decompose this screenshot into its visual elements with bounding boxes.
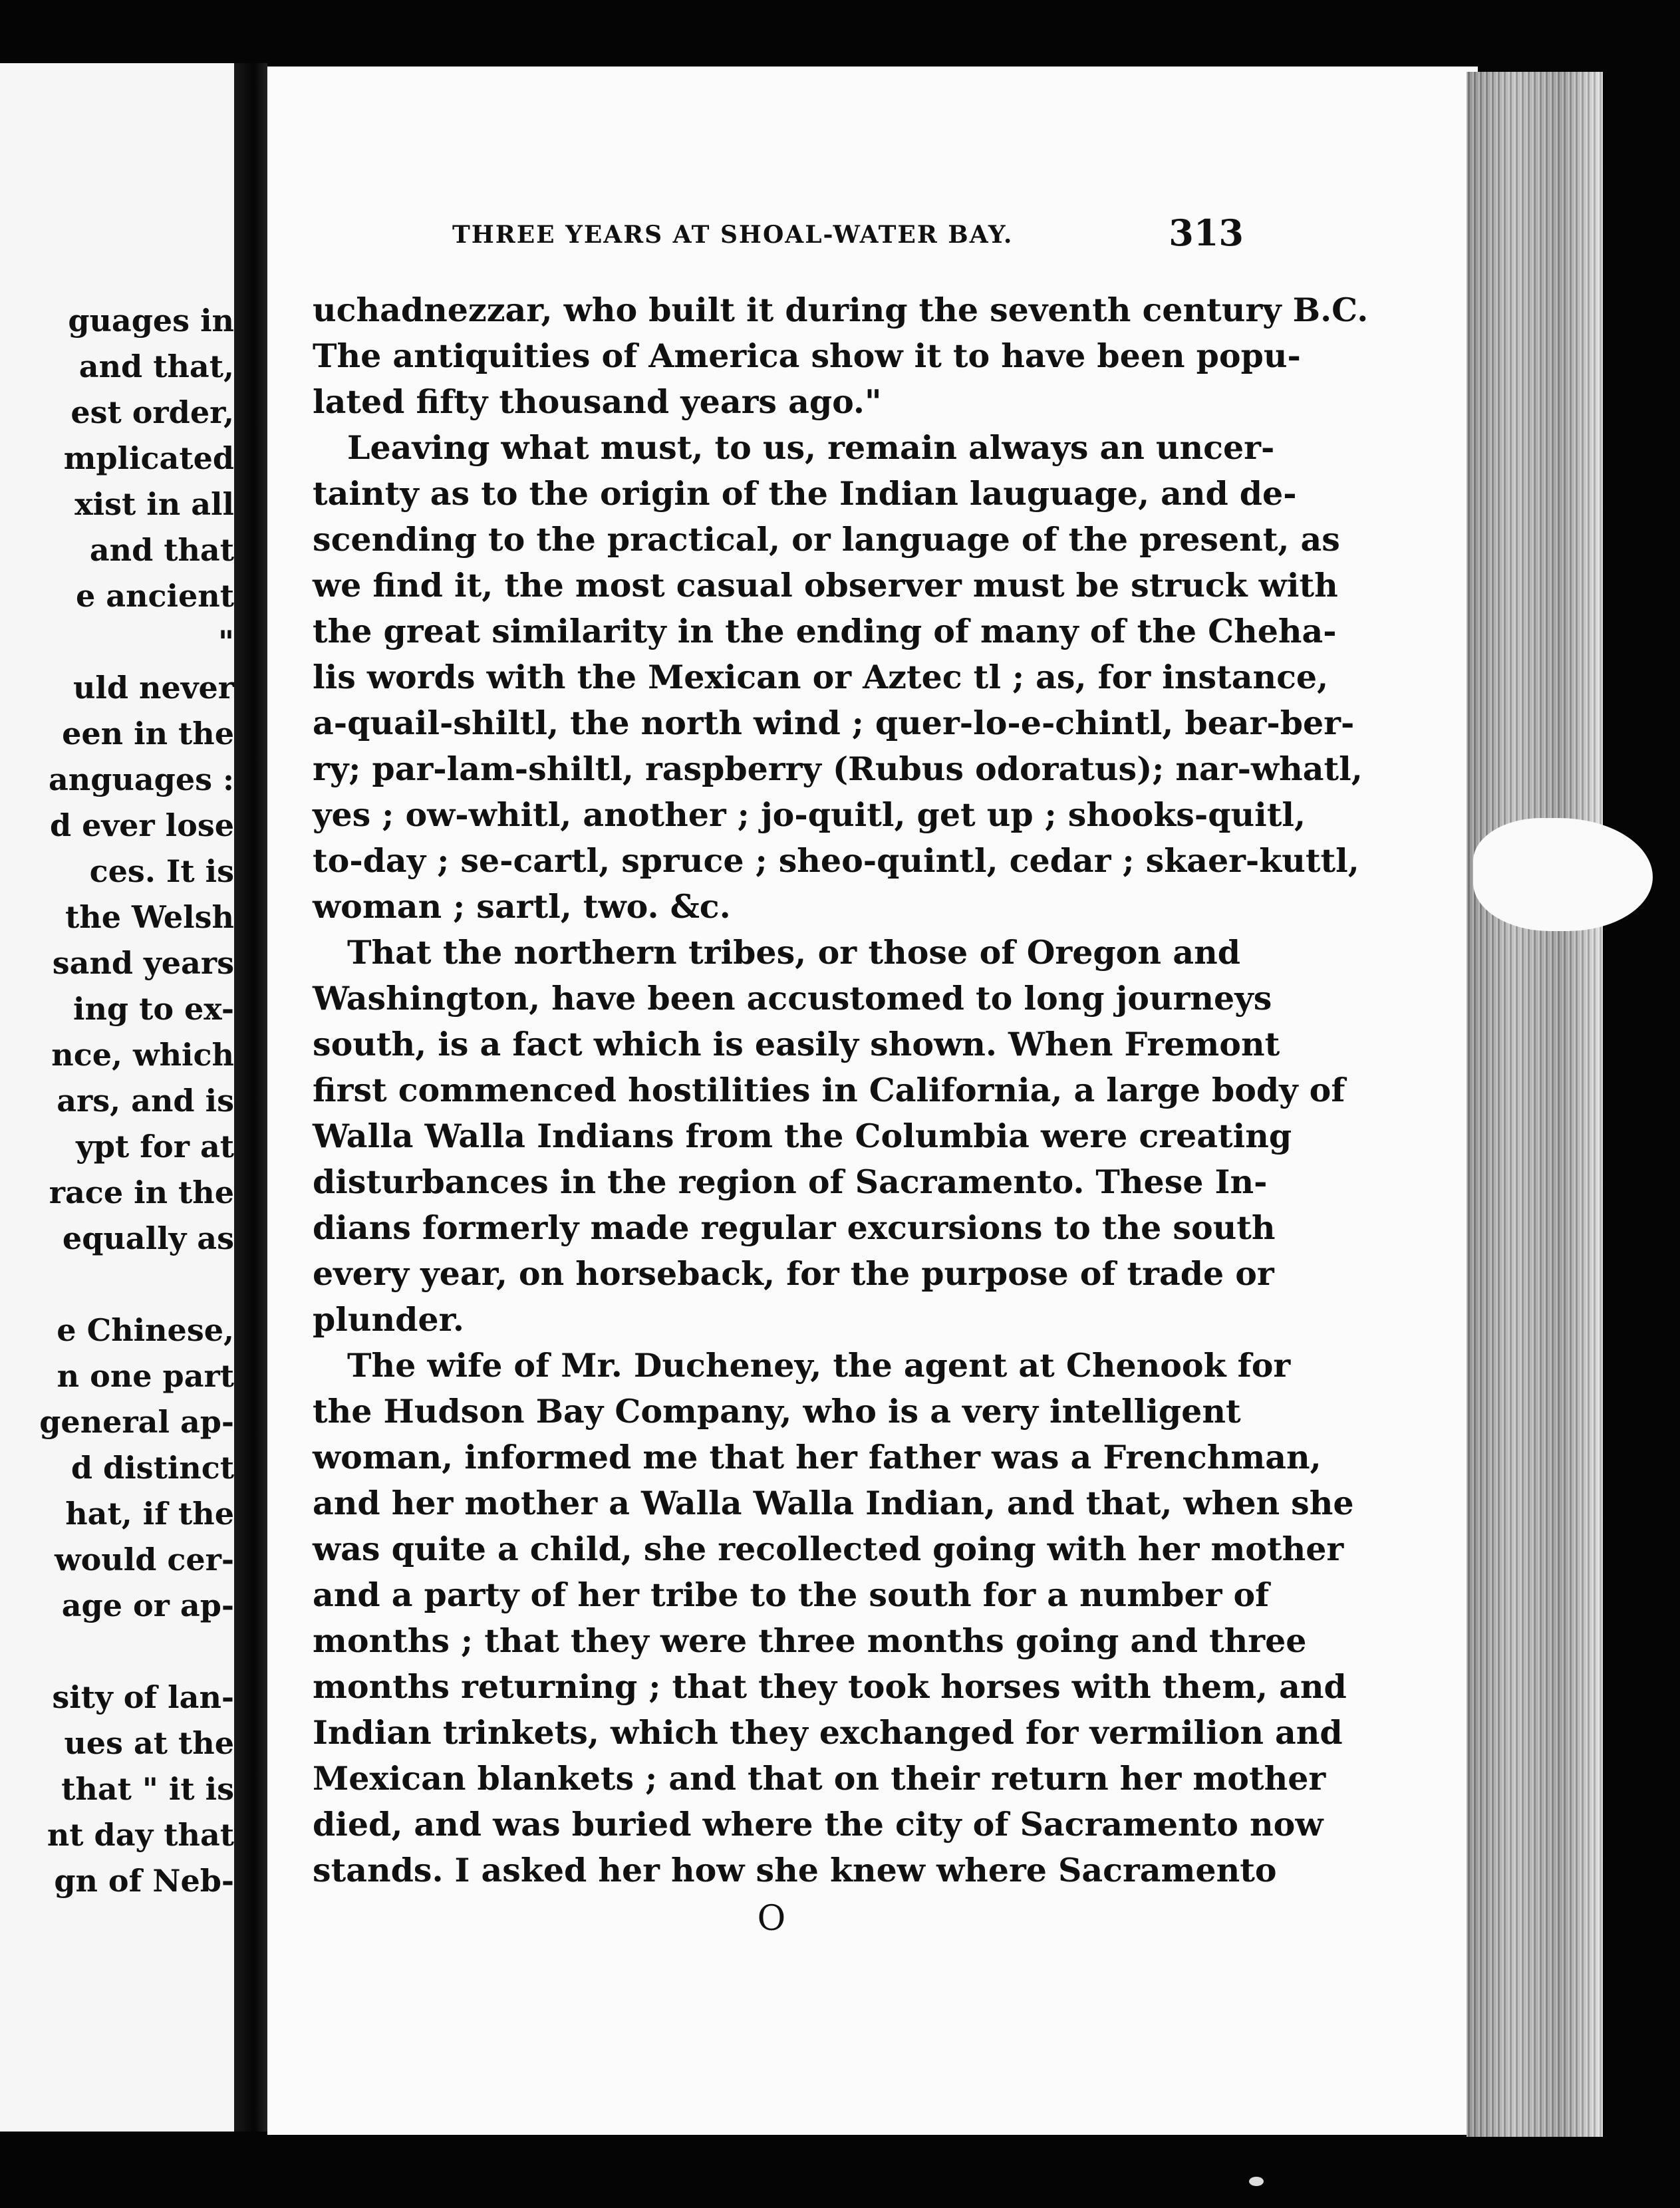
facing-page-line: would cer-: [55, 1542, 234, 1578]
facing-page-line: anguages :: [49, 761, 234, 797]
text-line: That the northern tribes, or those of Oregon and: [347, 933, 1240, 972]
text-line: Walla Walla Indians from the Columbia were creating: [313, 1117, 1292, 1155]
text-line: every year, on horseback, for the purpose of trade or: [313, 1254, 1274, 1293]
text-line: uchadnezzar, who built it during the seventh century B.C.: [313, 291, 1369, 329]
text-line: The wife of Mr. Ducheney, the agent at Chenook for: [347, 1346, 1291, 1385]
facing-page-line: gn of Neb-: [54, 1863, 234, 1899]
facing-page-line: sand years: [52, 945, 234, 981]
text-line: a-quail-shiltl, the north wind ; quer-lo-e-chintl, bear-ber-: [313, 704, 1355, 742]
facing-page: [0, 63, 234, 2132]
text-line: we find it, the most casual observer must be struck with: [313, 566, 1338, 605]
page-edge-stack: [1467, 72, 1603, 2137]
facing-page-line: and that: [89, 532, 234, 568]
facing-page-line: nce, which: [51, 1037, 234, 1073]
facing-page-line: ": [218, 624, 234, 660]
facing-page-line: ars, and is: [57, 1083, 234, 1119]
book-gutter: [234, 63, 267, 2132]
text-line: south, is a fact which is easily shown. When Fremont: [313, 1025, 1280, 1063]
text-line: months ; that they were three months going and three: [313, 1621, 1307, 1660]
text-line: died, and was buried where the city of Sacramento now: [313, 1805, 1324, 1844]
facing-page-line: d ever lose: [49, 807, 234, 843]
text-line: plunder.: [313, 1300, 464, 1339]
facing-page-line: n one part: [57, 1358, 234, 1394]
text-line: the great similarity in the ending of many of the Cheha-: [313, 612, 1337, 650]
text-line: ry; par-lam-shiltl, raspberry (Rubus odoratus); nar-whatl,: [313, 750, 1363, 788]
text-line: woman ; sartl, two. &c.: [313, 887, 731, 926]
facing-page-line: een in the: [62, 716, 234, 752]
signature-mark: O: [757, 1899, 786, 1939]
facing-page-line: race in the: [49, 1174, 234, 1210]
facing-page-line: sity of lan-: [52, 1679, 234, 1715]
dust-speck: [1249, 2177, 1264, 2186]
facing-page-line: ing to ex-: [72, 991, 234, 1027]
facing-page-line: hat, if the: [65, 1496, 234, 1532]
text-line: and her mother a Walla Walla Indian, and that, when she: [313, 1484, 1354, 1522]
facing-page-line: general ap-: [39, 1404, 234, 1440]
facing-page-line: ces. It is: [89, 853, 234, 889]
facing-page-line: age or ap-: [61, 1587, 234, 1623]
facing-page-line: ypt for at: [76, 1129, 234, 1165]
text-line: yes ; ow-whitl, another ; jo-quitl, get up ; shooks-quitl,: [313, 795, 1306, 834]
page-header: [452, 211, 1244, 258]
paper-tear: [1473, 818, 1653, 931]
facing-page-line: d distinct: [70, 1450, 234, 1486]
facing-page-line: uld never: [72, 670, 234, 706]
facing-page-line: equally as: [62, 1220, 234, 1256]
text-line: Mexican blankets ; and that on their return her mother: [313, 1759, 1326, 1798]
text-line: to-day ; se-cartl, spruce ; sheo-quintl, cedar ; skaer-kuttl,: [313, 841, 1359, 880]
text-line: woman, informed me that her father was a Frenchman,: [313, 1438, 1322, 1476]
text-line: first commenced hostilities in California, a large body of: [313, 1071, 1345, 1109]
text-line: was quite a child, she recollected going with her mother: [313, 1530, 1344, 1568]
facing-page-line: mplicated: [63, 440, 234, 476]
body-text: [313, 287, 1369, 1893]
facing-page-line: nt day that: [47, 1817, 234, 1853]
text-line: and a party of her tribe to the south for a number of: [313, 1576, 1270, 1614]
text-line: scending to the practical, or language of the present, as: [313, 520, 1340, 559]
page-number: 313: [1169, 211, 1244, 254]
text-line: months returning ; that they took horses with them, and: [313, 1667, 1347, 1706]
text-line: the Hudson Bay Company, who is a very intelligent: [313, 1392, 1241, 1431]
text-line: Leaving what must, to us, remain always an uncer-: [347, 428, 1275, 467]
running-head: THREE YEARS AT SHOAL-WATER BAY.: [452, 221, 1014, 249]
text-line: disturbances in the region of Sacramento. These In-: [313, 1163, 1268, 1201]
facing-page-line: ues at the: [64, 1725, 234, 1761]
facing-page-line: the Welsh: [65, 899, 234, 935]
text-line: stands. I asked her how she knew where Sacramento: [313, 1851, 1277, 1889]
facing-page-line: e Chinese,: [57, 1312, 234, 1348]
text-line: Washington, have been accustomed to long journeys: [313, 979, 1272, 1018]
facing-page-line: e ancient: [76, 578, 234, 614]
text-line: lated fifty thousand years ago.": [313, 382, 882, 421]
facing-page-line: xist in all: [74, 486, 234, 522]
facing-page-line: and that,: [78, 348, 234, 384]
text-line: dians formerly made regular excursions to the south: [313, 1208, 1276, 1247]
text-line: tainty as to the origin of the Indian lauguage, and de-: [313, 474, 1297, 513]
facing-page-line: that " it is: [61, 1771, 234, 1807]
text-line: Indian trinkets, which they exchanged for vermilion and: [313, 1713, 1343, 1752]
facing-page-line: est order,: [70, 394, 234, 430]
facing-page-line: guages in: [68, 303, 234, 339]
text-line: The antiquities of America show it to have been popu-: [313, 337, 1301, 375]
text-line: lis words with the Mexican or Aztec tl ; as, for instance,: [313, 658, 1329, 696]
